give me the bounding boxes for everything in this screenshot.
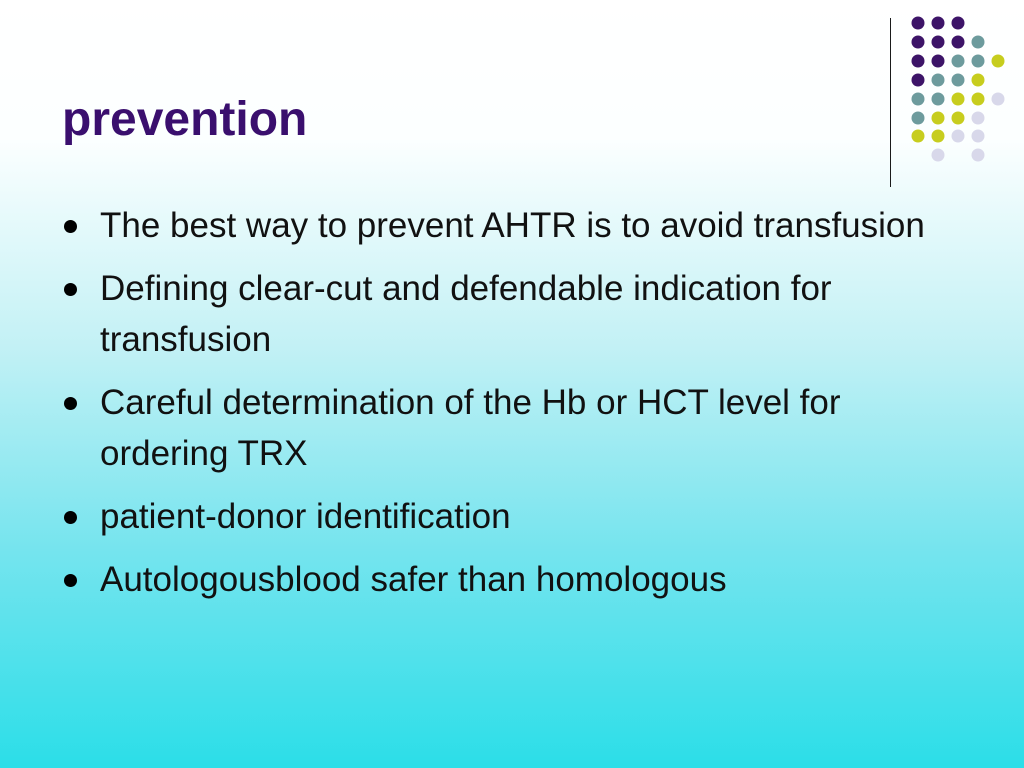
- bullet-icon: [64, 511, 77, 524]
- purple-dot: [932, 36, 945, 49]
- bullet-text: Defining clear-cut and defendable indication for transfusion: [100, 269, 832, 359]
- purple-dot: [912, 55, 925, 68]
- teal-dot: [932, 93, 945, 106]
- bullet-item: [62, 554, 962, 605]
- teal-dot: [972, 55, 985, 68]
- bullet-item: [62, 263, 962, 365]
- teal-dot: [952, 74, 965, 87]
- slide-title: prevention: [62, 93, 308, 146]
- teal-dot: [952, 55, 965, 68]
- vertical-divider: [890, 18, 891, 187]
- bullet-icon: [64, 574, 77, 587]
- bullet-text: patient-donor identification: [100, 497, 511, 536]
- purple-dot: [932, 55, 945, 68]
- lavender-dot: [932, 149, 945, 162]
- bullet-text: Careful determination of the Hb or HCT level for ordering TRX: [100, 383, 841, 473]
- teal-dot: [932, 74, 945, 87]
- teal-dot: [912, 112, 925, 125]
- bullet-text: The best way to prevent AHTR is to avoid transfusion: [100, 206, 925, 245]
- teal-dot: [912, 93, 925, 106]
- yellow-dot: [932, 130, 945, 143]
- yellow-dot: [912, 130, 925, 143]
- yellow-dot: [952, 112, 965, 125]
- purple-dot: [912, 36, 925, 49]
- bullet-item: [62, 377, 962, 479]
- lavender-dot: [972, 149, 985, 162]
- yellow-dot: [992, 55, 1005, 68]
- lavender-dot: [972, 112, 985, 125]
- yellow-dot: [952, 93, 965, 106]
- lavender-dot: [992, 93, 1005, 106]
- teal-dot: [972, 36, 985, 49]
- lavender-dot: [952, 130, 965, 143]
- yellow-dot: [972, 74, 985, 87]
- purple-dot: [952, 36, 965, 49]
- bullet-icon: [64, 397, 77, 410]
- purple-dot: [912, 17, 925, 30]
- purple-dot: [912, 74, 925, 87]
- yellow-dot: [932, 112, 945, 125]
- lavender-dot: [972, 130, 985, 143]
- bullet-list: [62, 200, 962, 617]
- bullet-item: [62, 491, 962, 542]
- bullet-item: [62, 200, 962, 251]
- bullet-text: Autologousblood safer than homologous: [100, 560, 727, 599]
- yellow-dot: [972, 93, 985, 106]
- bullet-icon: [64, 283, 77, 296]
- bullet-icon: [64, 220, 77, 233]
- purple-dot: [932, 17, 945, 30]
- purple-dot: [952, 17, 965, 30]
